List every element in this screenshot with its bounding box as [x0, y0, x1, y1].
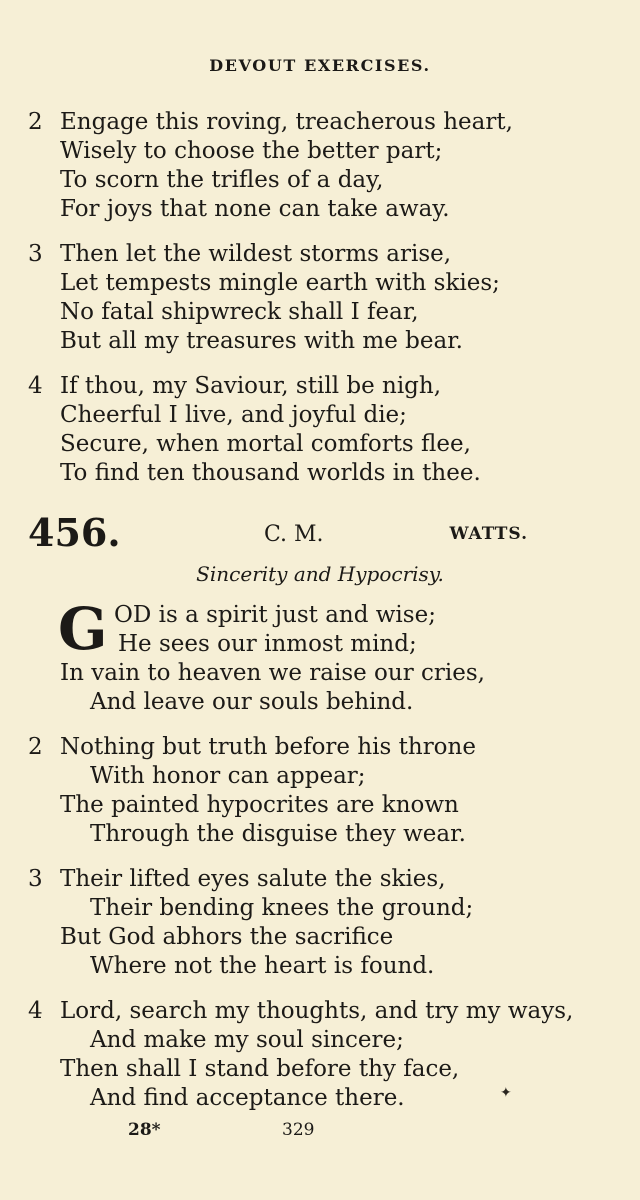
- verse-number: 2: [28, 109, 43, 135]
- running-head: DEVOUT EXERCISES.: [209, 56, 431, 75]
- verse-line: Then let the wildest storms arise,: [60, 241, 452, 267]
- verse-line: Cheerful I live, and joyful die;: [60, 402, 407, 428]
- drop-cap: G: [58, 595, 108, 663]
- verse: [28, 372, 608, 488]
- hymn-number: 456.: [28, 510, 121, 555]
- verse: [28, 733, 608, 849]
- verse-line: In vain to heaven we raise our cries,: [60, 660, 485, 686]
- verse-line: To find ten thousand worlds in thee.: [60, 460, 481, 486]
- verse: [28, 108, 608, 224]
- verse-line: No fatal shipwreck shall I fear,: [60, 299, 419, 325]
- verse-line: Their bending knees the ground;: [90, 895, 474, 921]
- signature-mark: 28*: [128, 1120, 161, 1140]
- verse-line: Then shall I stand before thy face,: [60, 1056, 460, 1082]
- hymn-meter: C. M.: [264, 522, 324, 547]
- verse-number: 3: [28, 241, 43, 267]
- verse-line: To scorn the trifles of a day,: [60, 167, 384, 193]
- verse-line: Their lifted eyes salute the skies,: [60, 866, 446, 892]
- verse-line: If thou, my Saviour, still be nigh,: [60, 373, 442, 399]
- verse: [28, 595, 608, 717]
- ink-mark-icon: ✦: [500, 1085, 512, 1101]
- verse-line: Secure, when mortal comforts flee,: [60, 431, 471, 457]
- verse-number: 4: [28, 373, 43, 399]
- verse-line: And find acceptance there.: [90, 1085, 405, 1111]
- verse-line: But God abhors the sacrifice: [60, 924, 394, 950]
- verse-line: Lord, search my thoughts, and try my ways,: [60, 998, 574, 1024]
- hymn-header: [28, 510, 528, 560]
- verse-line: And make my soul sincere;: [90, 1027, 404, 1053]
- verse-number: 4: [28, 998, 43, 1024]
- hymn-body: [28, 595, 608, 1129]
- verse-line: But all my treasures with me bear.: [60, 328, 463, 354]
- page-number: 329: [282, 1120, 315, 1140]
- verse-line: Engage this roving, treacherous heart,: [60, 109, 513, 135]
- hymn-subtitle: Sincerity and Hypocrisy.: [196, 562, 444, 586]
- verse-line: Through the disguise they wear.: [90, 821, 466, 847]
- verse-line: Let tempests mingle earth with skies;: [60, 270, 500, 296]
- verse: [28, 997, 608, 1113]
- verse-line: And leave our souls behind.: [90, 689, 414, 715]
- hymn-author: WATTS.: [449, 524, 528, 544]
- verse-line: Where not the heart is found.: [90, 953, 435, 979]
- verse: [28, 240, 608, 356]
- previous-hymn: [28, 108, 608, 504]
- verse-line: Nothing but truth before his throne: [60, 734, 476, 760]
- verse-line: He sees our inmost mind;: [118, 631, 417, 657]
- verse-line: Wisely to choose the better part;: [60, 138, 443, 164]
- verse: [28, 865, 608, 981]
- verse-number: 2: [28, 734, 43, 760]
- verse-line: OD is a spirit just and wise;: [114, 602, 436, 628]
- verse-number: 3: [28, 866, 43, 892]
- verse-line: For joys that none can take away.: [60, 196, 450, 222]
- verse-line: The painted hypocrites are known: [60, 792, 459, 818]
- verse-line: With honor can appear;: [90, 763, 366, 789]
- page-footer: [0, 1120, 640, 1150]
